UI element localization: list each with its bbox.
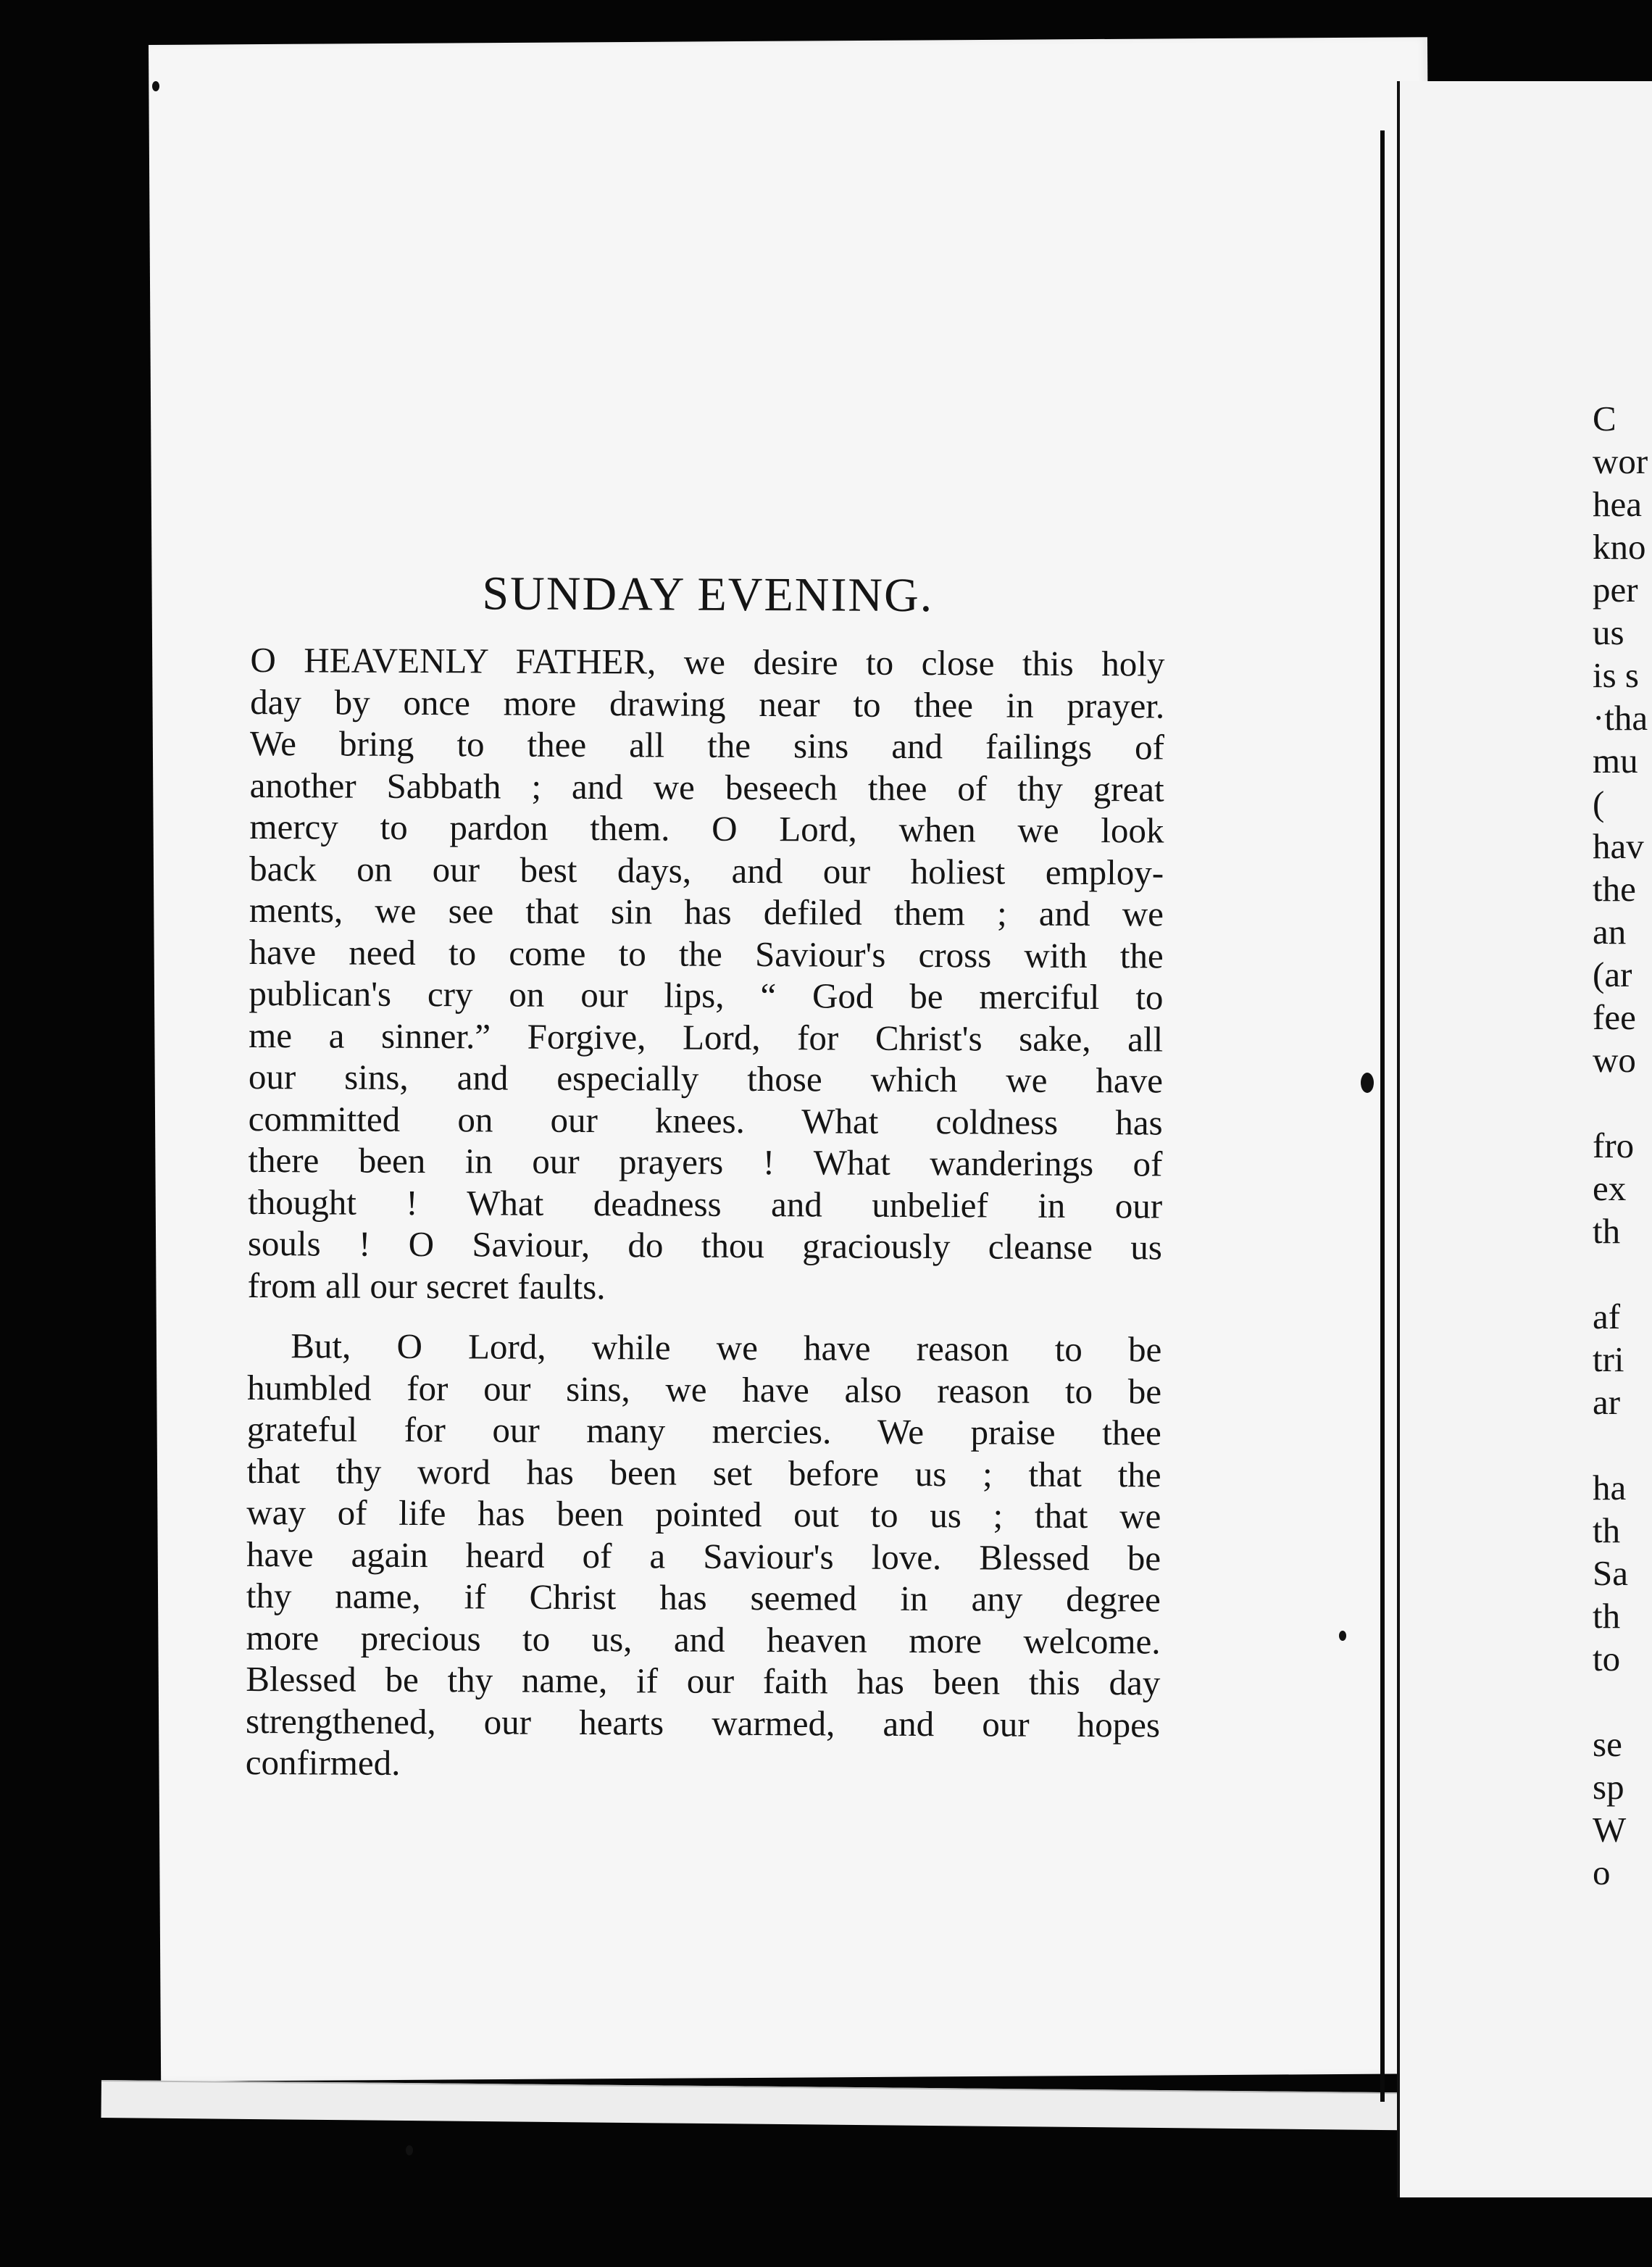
fragment-line: W [1593,1810,1627,1850]
text-line: another Sabbath ; and we beseech thee of thy great [249,765,1164,810]
text-line: thought ! What deadness and unbelief in our [248,1181,1163,1226]
text-line: thy name, if Christ has seemed in any degree [246,1575,1161,1620]
text-line: have again heard of a Saviour's love. Blessed be [246,1534,1161,1578]
right-page-text-fragments [1593,397,1651,1894]
page-title: SUNDAY EVENING. [482,567,934,623]
text-line: humbled for our sins, we have also reason to be [246,1367,1162,1411]
fragment-line [1593,1423,1651,1466]
text-line: strengthened, our hearts warmed, and our hopes [245,1700,1161,1744]
text-line: committed on our knees. What coldness has [248,1098,1163,1142]
text-line: souls ! O Saviour, do thou graciously cleanse us [247,1223,1163,1268]
dust-speck [1361,1073,1374,1093]
text-line: our sins, and especially those which we have [248,1056,1164,1101]
dust-speck [152,81,159,91]
text-line: confirmed. [245,1742,401,1783]
fragment-line: wor [1593,441,1648,481]
fragment-line: ar [1593,1382,1621,1422]
fragment-line: th [1593,1596,1621,1636]
text-line: We bring to thee all the sins and failings of [249,723,1165,768]
fragment-line: an [1593,912,1627,952]
fragment-line: th [1593,1510,1621,1550]
paragraph-1 [248,639,1165,1310]
fragment-line: o [1593,1852,1611,1892]
fragment-line [1593,1252,1651,1295]
text-line: there been in our prayers ! What wanderings of [248,1139,1163,1184]
fragment-line: C [1593,399,1616,438]
text-line: more precious to us, and heaven more welcome. [246,1617,1161,1661]
fragment-line: the [1593,869,1636,909]
text-line: Blessed be thy name, if our faith has been this day [246,1658,1161,1703]
fragment-line: af [1593,1297,1621,1336]
fragment-line: tri [1593,1339,1624,1379]
fragment-line [1593,1081,1651,1124]
fragment-line: to [1593,1639,1621,1679]
dust-speck [406,2145,413,2155]
text-line: O HEAVENLY FATHER, we desire to close this holy [250,639,1165,684]
text-line: mercy to pardon them. O Lord, when we look [249,806,1164,851]
text-line: ments, we see that sin has defiled them ; and we [249,889,1164,934]
fragment-line: se [1593,1724,1622,1764]
fragment-line: th [1593,1211,1621,1251]
fragment-line: (ar [1593,954,1632,994]
text-line: But, O Lord, while we have reason to be [291,1326,1162,1370]
fragment-line: Sa [1593,1553,1628,1593]
fragment-line: ·tha [1593,698,1648,738]
fragment-line: us [1593,612,1624,652]
paragraph-2 [246,1325,1162,1787]
fragment-line: fee [1593,997,1636,1037]
fragment-line: hea [1593,484,1642,524]
fragment-line: ha [1593,1468,1627,1507]
dust-speck [1339,1631,1346,1641]
fragment-line: ex [1593,1168,1627,1208]
fragment-line: fro [1593,1126,1635,1165]
text-line: way of life has been pointed out to us ; that we [246,1492,1161,1536]
text-line: day by once more drawing near to thee in prayer. [250,681,1165,726]
text-line: back on our best days, and our holiest employ- [249,848,1164,893]
fragment-line: hav [1593,826,1644,866]
page-bottom-edge [101,2080,1435,2131]
fragment-line: is s [1593,655,1640,695]
binding-fold [1380,130,1385,2102]
fragment-line [1593,1680,1651,1723]
fragment-line: mu [1593,741,1638,781]
text-line: me a sinner.” Forgive, Lord, for Christ's sake, all [249,1015,1164,1060]
text-line: have need to come to the Saviour's cross with the [249,931,1164,976]
fragment-line: ( [1593,783,1605,823]
text-line: that thy word has been set before us ; that the [246,1450,1161,1494]
fragment-line: sp [1593,1767,1624,1807]
text-line: publican's cry on our lips, “ God be merciful to [249,973,1164,1018]
prayer-text [246,565,1165,1787]
text-line: from all our secret faults. [247,1265,606,1307]
fragment-line: wo [1593,1040,1636,1080]
text-line: grateful for our many mercies. We praise thee [246,1408,1161,1453]
fragment-line: per [1593,570,1638,610]
fragment-line: kno [1593,527,1646,567]
